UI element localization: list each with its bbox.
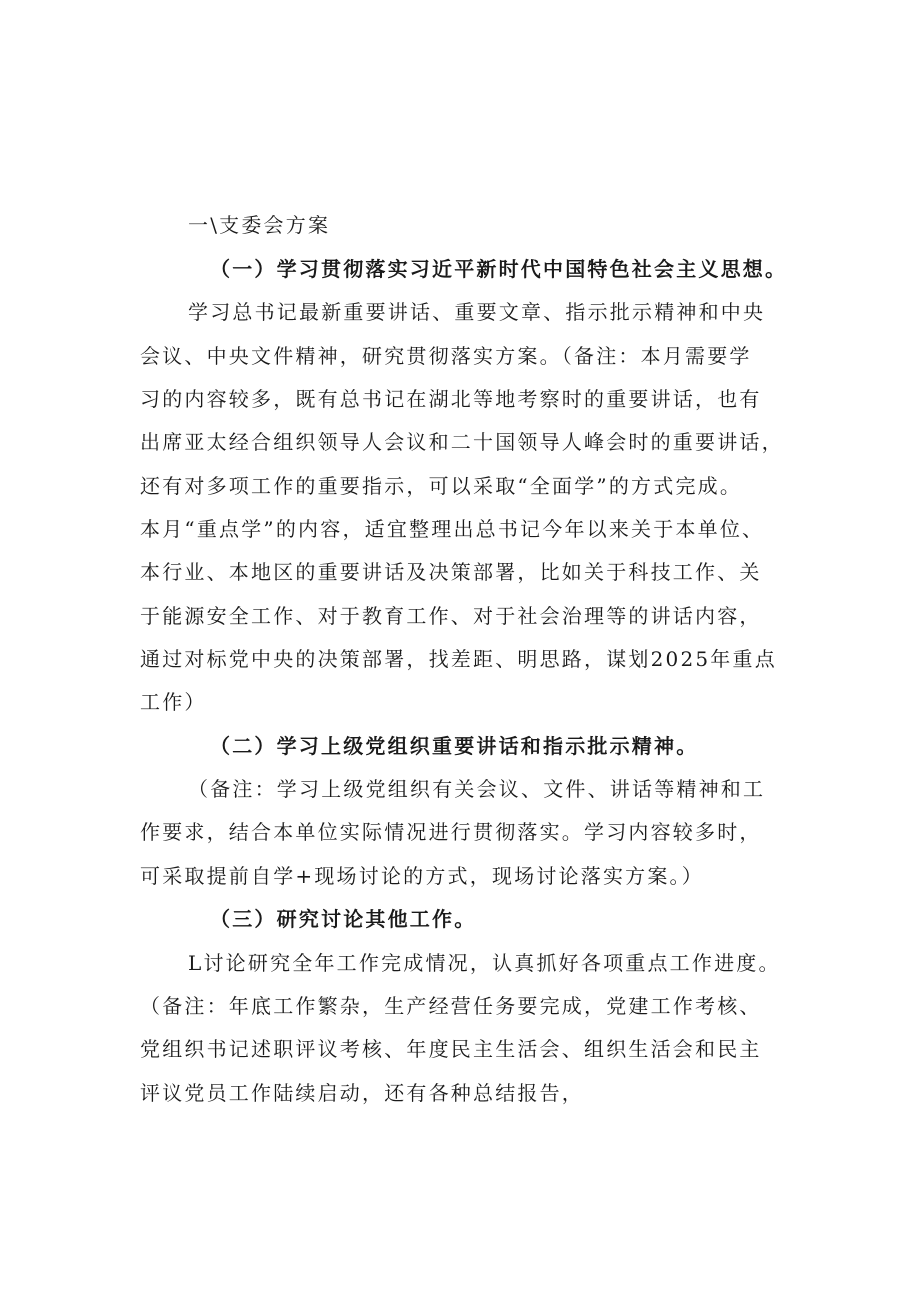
item2-heading: （二）学习上级党组织重要讲话和指示批示精神。 bbox=[210, 734, 699, 758]
item1-line-8: 于能源安全工作、对于教育工作、对于社会治理等的讲话内容， bbox=[140, 604, 762, 628]
item3-line-4: 评议党员工作陆续启动，还有各种总结报告， bbox=[140, 1081, 584, 1105]
item1-line-3: 习的内容较多，既有总书记在湖北等地考察时的重要讲话，也有 bbox=[140, 387, 762, 411]
item1-line-5: 还有对多项工作的重要指示，可以采取“全面学”的方式完成。 bbox=[140, 474, 743, 498]
item3-line-1: L讨论研究全年工作完成情况，认真抓好各项重点工作进度。 bbox=[188, 951, 781, 975]
item1-line-6: 本月“重点学”的内容，适宜整理出总书记今年以来关于本单位、 bbox=[140, 517, 765, 541]
item1-line-7: 本行业、本地区的重要讲话及决策部署，比如关于科技工作、关 bbox=[140, 560, 762, 584]
item3-line-3: 党组织书记述职评议考核、年度民主生活会、组织生活会和民主 bbox=[140, 1037, 762, 1061]
item1-line-9: 通过对标党中央的决策部署，找差距、明思路，谋划2025年重点 bbox=[140, 647, 777, 671]
item1-line-1: 学习总书记最新重要讲话、重要文章、指示批示精神和中央 bbox=[188, 300, 766, 324]
item2-line-2: 作要求，结合本单位实际情况进行贯彻落实。学习内容较多时， bbox=[140, 820, 762, 844]
item1-line-10: 工作） bbox=[140, 690, 207, 714]
item1-line-4: 出席亚太经合组织领导人会议和二十国领导人峰会时的重要讲话， bbox=[140, 430, 784, 454]
item1-heading: （一）学习贯彻落实习近平新时代中国特色社会主义思想。 bbox=[210, 257, 788, 281]
item3-line-2: （备注：年底工作繁杂，生产经营任务要完成，党建工作考核、 bbox=[140, 994, 762, 1018]
item2-line-3: 可采取提前自学+现场讨论的方式，现场讨论落实方案。） bbox=[140, 864, 704, 888]
item1-line-2: 会议、中央文件精神，研究贯彻落实方案。（备注：本月需要学 bbox=[140, 344, 752, 368]
item3-heading: （三）研究讨论其他工作。 bbox=[210, 907, 477, 931]
item2-line-1: （备注：学习上级党组织有关会议、文件、讲话等精神和工 bbox=[188, 777, 766, 801]
section-title: 一\支委会方案 bbox=[188, 213, 331, 237]
